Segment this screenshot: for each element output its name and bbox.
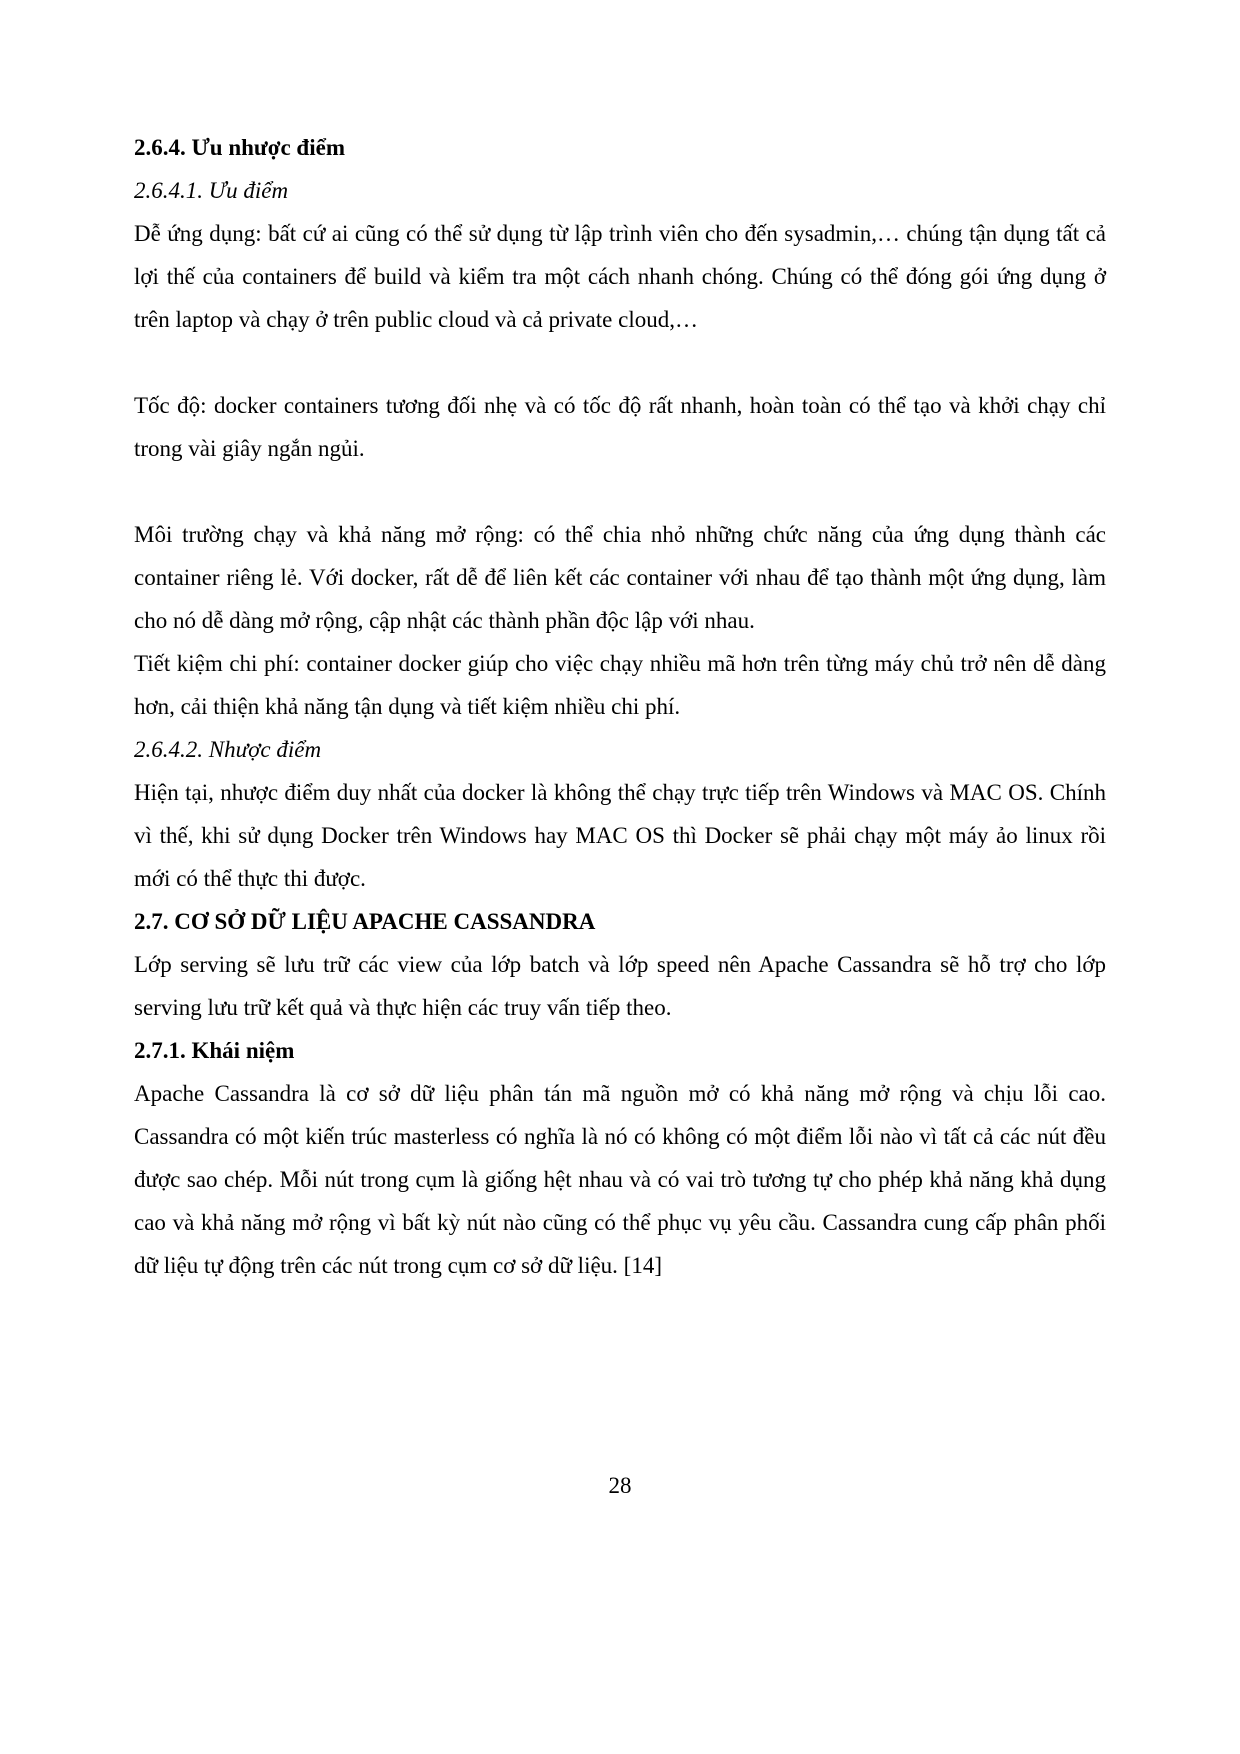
paragraph-serving-layer: Lớp serving sẽ lưu trữ các view của lớp batch và lớp speed nên Apache Cassandra sẽ hỗ trợ cho lớp serving lưu trữ kết quả và thực hiện các truy vấn tiếp theo.	[134, 952, 1106, 1020]
section-heading-2-6-4: 2.6.4. Ưu nhược điểm	[134, 135, 345, 160]
document-body	[134, 126, 1106, 1287]
section-heading-2-7: 2.7. CƠ SỞ DỮ LIỆU APACHE CASSANDRA	[134, 909, 596, 934]
paragraph-advantage-scalability: Môi trường chạy và khả năng mở rộng: có thể chia nhỏ những chức năng của ứng dụng thành các container riêng lẻ. Với docker, rất dễ để liên kết các container với nhau để tạo thành một ứng dụng, làm cho nó dễ dàng mở rộng, cập nhật các thành phần độc lập với nhau.	[134, 522, 1106, 633]
paragraph-cassandra-concept: Apache Cassandra là cơ sở dữ liệu phân tán mã nguồn mở có khả năng mở rộng và chịu lỗi cao. Cassandra có một kiến trúc masterless có nghĩa là nó có không có một điểm lỗi nào vì tất cả các nút đều được sao chép. Mỗi nút trong cụm là giống hệt nhau và có vai trò tương tự cho phép khả năng khả dụng cao và khả năng mở rộng vì bất kỳ nút nào cũng có thể phục vụ yêu cầu. Cassandra cung cấp phân phối dữ liệu tự động trên các nút trong cụm cơ sở dữ liệu. [14]	[134, 1081, 1106, 1278]
section-heading-2-7-1: 2.7.1. Khái niệm	[134, 1038, 295, 1063]
paragraph-disadvantage: Hiện tại, nhược điểm duy nhất của docker là không thể chạy trực tiếp trên Windows và MAC OS. Chính vì thế, khi sử dụng Docker trên Windows hay MAC OS thì Docker sẽ phải chạy một máy ảo linux rồi mới có thể thực thi được.	[134, 780, 1106, 891]
paragraph-advantage-cost: Tiết kiệm chi phí: container docker giúp cho việc chạy nhiều mã hơn trên từng máy chủ trở nên dễ dàng hơn, cải thiện khả năng tận dụng và tiết kiệm nhiều chi phí.	[134, 651, 1106, 719]
subsection-heading-2-6-4-1: 2.6.4.1. Ưu điểm	[134, 178, 289, 203]
paragraph-advantage-usage: Dễ ứng dụng: bất cứ ai cũng có thể sử dụng từ lập trình viên cho đến sysadmin,… chúng tận dụng tất cả lợi thế của containers để build và kiểm tra một cách nhanh chóng. Chúng có thể đóng gói ứng dụng ở trên laptop và chạy ở trên public cloud và cả private cloud,…	[134, 221, 1106, 332]
paragraph-advantage-speed: Tốc độ: docker containers tương đối nhẹ và có tốc độ rất nhanh, hoàn toàn có thể tạo và khởi chạy chỉ trong vài giây ngắn ngủi.	[134, 393, 1106, 461]
page-number: 28	[608, 1473, 632, 1498]
subsection-heading-2-6-4-2: 2.6.4.2. Nhược điểm	[134, 737, 322, 762]
